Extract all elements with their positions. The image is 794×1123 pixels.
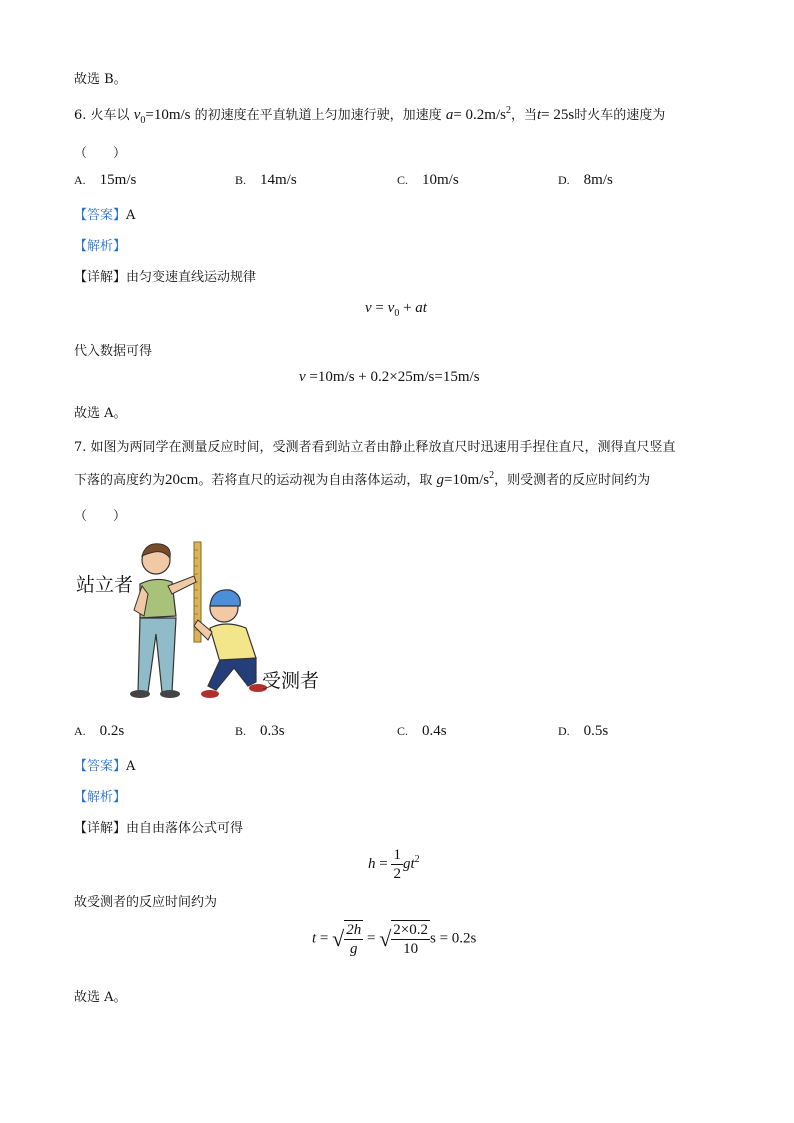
q6-t-symbol: t — [536, 107, 542, 123]
q6-text2: 的初速度在平直轨道上匀加速行驶，加速度 — [194, 108, 442, 123]
q6-paren: （ ） — [74, 146, 127, 161]
q7-paren: （ ） — [74, 509, 127, 524]
q6-option-d: D. 8m/s — [558, 172, 613, 188]
figure-label-tested: 受测者 — [262, 670, 320, 692]
q7-formula1: h = $\frac{1}{2}$ $gt^2$ — [368, 847, 420, 882]
q7-detail: 【详解】由自由落体公式可得 — [74, 821, 244, 836]
q6-option-a: A. 15m/s — [74, 172, 137, 188]
q6-a-exp: 2 — [505, 105, 511, 116]
q7-conclusion: 故选 A。 — [74, 990, 127, 1005]
q6-text1: 火车以 — [90, 108, 130, 123]
q7-answer: 【答案】A — [74, 759, 136, 774]
q6-v0-symbol: v — [133, 107, 141, 123]
q6-option-c: C. 10m/s — [397, 172, 459, 188]
q6-subst-text: 代入数据可得 — [74, 344, 153, 359]
q6-formula1: $v = v_0$ + at — [365, 300, 427, 319]
q6-text3: ，当 — [510, 108, 537, 123]
q6-answer: 【答案】A — [74, 208, 136, 223]
q7-line2: 下落的高度约为20cm。若将直尺的运动视为自由落体运动，取 $g=10m/s^2$，则受测者的反应时间约为 — [74, 470, 651, 488]
q7-reaction-text: 故受测者的反应时间约为 — [74, 895, 218, 910]
q6-text4: 时火车的速度为 — [574, 108, 666, 123]
q6-t-value: = 25s — [541, 107, 575, 123]
q6-conclusion: 故选 A。 — [74, 406, 127, 421]
q6-a-symbol: a — [445, 107, 454, 123]
q7-option-d: D. 0.5s — [558, 723, 609, 739]
prev-conclusion: 故选 B。 — [74, 72, 127, 87]
tested-person — [194, 590, 267, 698]
q6-stem — [74, 104, 665, 126]
q7-analysis-tag: 【解析】 — [74, 790, 127, 805]
q6-v0-sub: 0 — [140, 115, 146, 126]
q6-detail: 【详解】由匀变速直线运动规律 — [74, 270, 257, 285]
q7-formula2: t = √ $\frac{2h}{g}$ = √ $\frac{2\times 0.2}{10}$ s = 0.2s — [312, 922, 477, 957]
figure-label-standing: 站立者 — [76, 574, 134, 596]
q7-option-a: A. 0.2s — [74, 723, 125, 739]
q6-a-value: = 0.2m/s — [453, 107, 506, 123]
q7-line1: 7. 如图为两同学在测量反应时间，受测者看到站立者由静止释放直尺时迅速用手捏住直尺，测得直尺竖直 — [74, 440, 676, 455]
q6-formula2: v =10m/s + 0.2×25m/s=15m/s — [299, 369, 480, 385]
q6-analysis-tag: 【解析】 — [74, 239, 127, 254]
q6-number: 6. — [74, 108, 87, 123]
q6-v0-value: =10m/s — [145, 107, 191, 123]
q7-option-b: B. 0.3s — [235, 723, 285, 739]
standing-person — [130, 544, 196, 698]
q7-option-c: C. 0.4s — [397, 723, 447, 739]
q6-option-b: B. 14m/s — [235, 172, 297, 188]
